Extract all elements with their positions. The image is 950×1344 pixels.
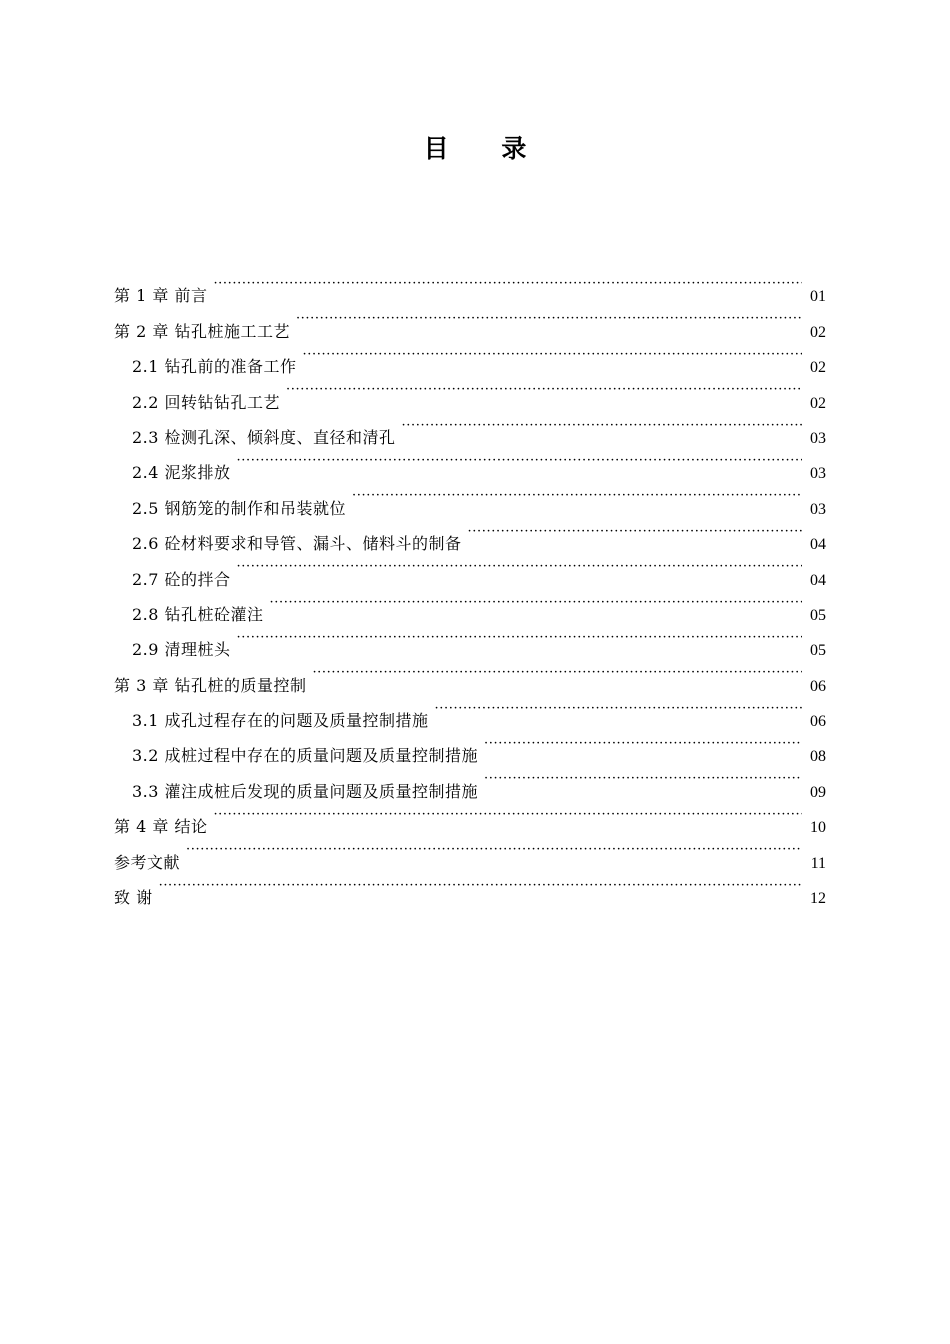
toc-entry-label: 致 谢 xyxy=(114,888,153,908)
toc-entry-label: 3.3 灌注成桩后发现的质量问题及质量控制措施 xyxy=(132,781,479,801)
dot-leader xyxy=(213,797,802,832)
toc-entry-page-number: 03 xyxy=(810,429,826,447)
toc-entry-page-number: 05 xyxy=(810,606,826,624)
toc-entry-label: 2.8 钻孔桩砼灌注 xyxy=(132,604,264,624)
toc-entry-page-number: 02 xyxy=(810,323,826,341)
toc-entry-label: 2.5 钢筋笼的制作和吊装就位 xyxy=(132,498,347,518)
toc-entry-label: 3.2 成桩过程中存在的质量问题及质量控制措施 xyxy=(132,746,479,766)
toc-entry[interactable] xyxy=(114,266,826,306)
toc-entry-label: 3.1 成孔过程存在的问题及质量控制措施 xyxy=(132,711,429,731)
toc-entry-label: 参考文献 xyxy=(114,852,181,872)
toc-entry-page-number: 11 xyxy=(810,854,826,872)
toc-entry-label: 2.6 砼材料要求和导管、漏斗、储料斗的制备 xyxy=(132,534,462,554)
dot-leader xyxy=(270,585,802,620)
dot-leader xyxy=(312,655,802,690)
toc-entry-page-number: 01 xyxy=(810,288,826,306)
toc-entry-page-number: 05 xyxy=(810,642,826,660)
toc-entry-page-number: 06 xyxy=(810,713,826,731)
dot-leader xyxy=(213,266,802,301)
dot-leader xyxy=(237,443,802,478)
toc-entry-page-number: 08 xyxy=(810,748,826,766)
dot-leader xyxy=(159,868,802,903)
toc-entry[interactable] xyxy=(114,301,826,341)
dot-leader xyxy=(296,301,802,336)
dot-leader xyxy=(435,691,802,726)
toc-entry-page-number: 03 xyxy=(810,500,826,518)
dot-leader xyxy=(303,337,802,372)
toc-entry-page-number: 03 xyxy=(810,465,826,483)
toc-entry-page-number: 10 xyxy=(810,819,826,837)
toc-entry-page-number: 12 xyxy=(810,890,826,908)
toc-entry-page-number: 06 xyxy=(810,677,826,695)
toc-entry-page-number: 09 xyxy=(810,783,826,801)
toc-entry-label: 2.1 钻孔前的准备工作 xyxy=(132,357,297,377)
toc-entry[interactable] xyxy=(114,832,826,872)
dot-leader xyxy=(237,620,802,655)
page-title: 目 录 xyxy=(423,134,549,163)
toc-entry-label: 2.2 回转钻钻孔工艺 xyxy=(132,392,281,412)
toc-entry-page-number: 04 xyxy=(810,536,826,554)
dot-leader xyxy=(237,549,802,584)
toc-entry[interactable] xyxy=(114,797,826,837)
toc-entry-label: 2.7 砼的拌合 xyxy=(132,569,231,589)
toc-entry-page-number: 04 xyxy=(810,571,826,589)
toc-entry-label: 第 2 章 钻孔桩施工工艺 xyxy=(114,321,290,341)
toc-entry-page-number: 02 xyxy=(810,394,826,412)
toc-entry-label: 2.9 清理桩头 xyxy=(132,640,231,660)
dot-leader xyxy=(352,478,802,513)
dot-leader xyxy=(484,761,802,796)
dot-leader xyxy=(484,726,802,761)
table-of-contents xyxy=(114,266,826,908)
toc-entry-page-number: 02 xyxy=(810,359,826,377)
toc-entry-label: 2.3 检测孔深、倾斜度、直径和清孔 xyxy=(132,427,396,447)
toc-entry-label: 2.4 泥浆排放 xyxy=(132,463,231,483)
toc-entry-label: 第 4 章 结论 xyxy=(114,817,208,837)
toc-entry-label: 第 3 章 钻孔桩的质量控制 xyxy=(114,675,307,695)
dot-leader xyxy=(402,408,802,443)
toc-entry[interactable] xyxy=(114,868,826,908)
dot-leader xyxy=(186,832,802,867)
toc-entry-label: 第 1 章 前言 xyxy=(114,286,208,306)
dot-leader xyxy=(468,514,802,549)
dot-leader xyxy=(286,372,802,407)
